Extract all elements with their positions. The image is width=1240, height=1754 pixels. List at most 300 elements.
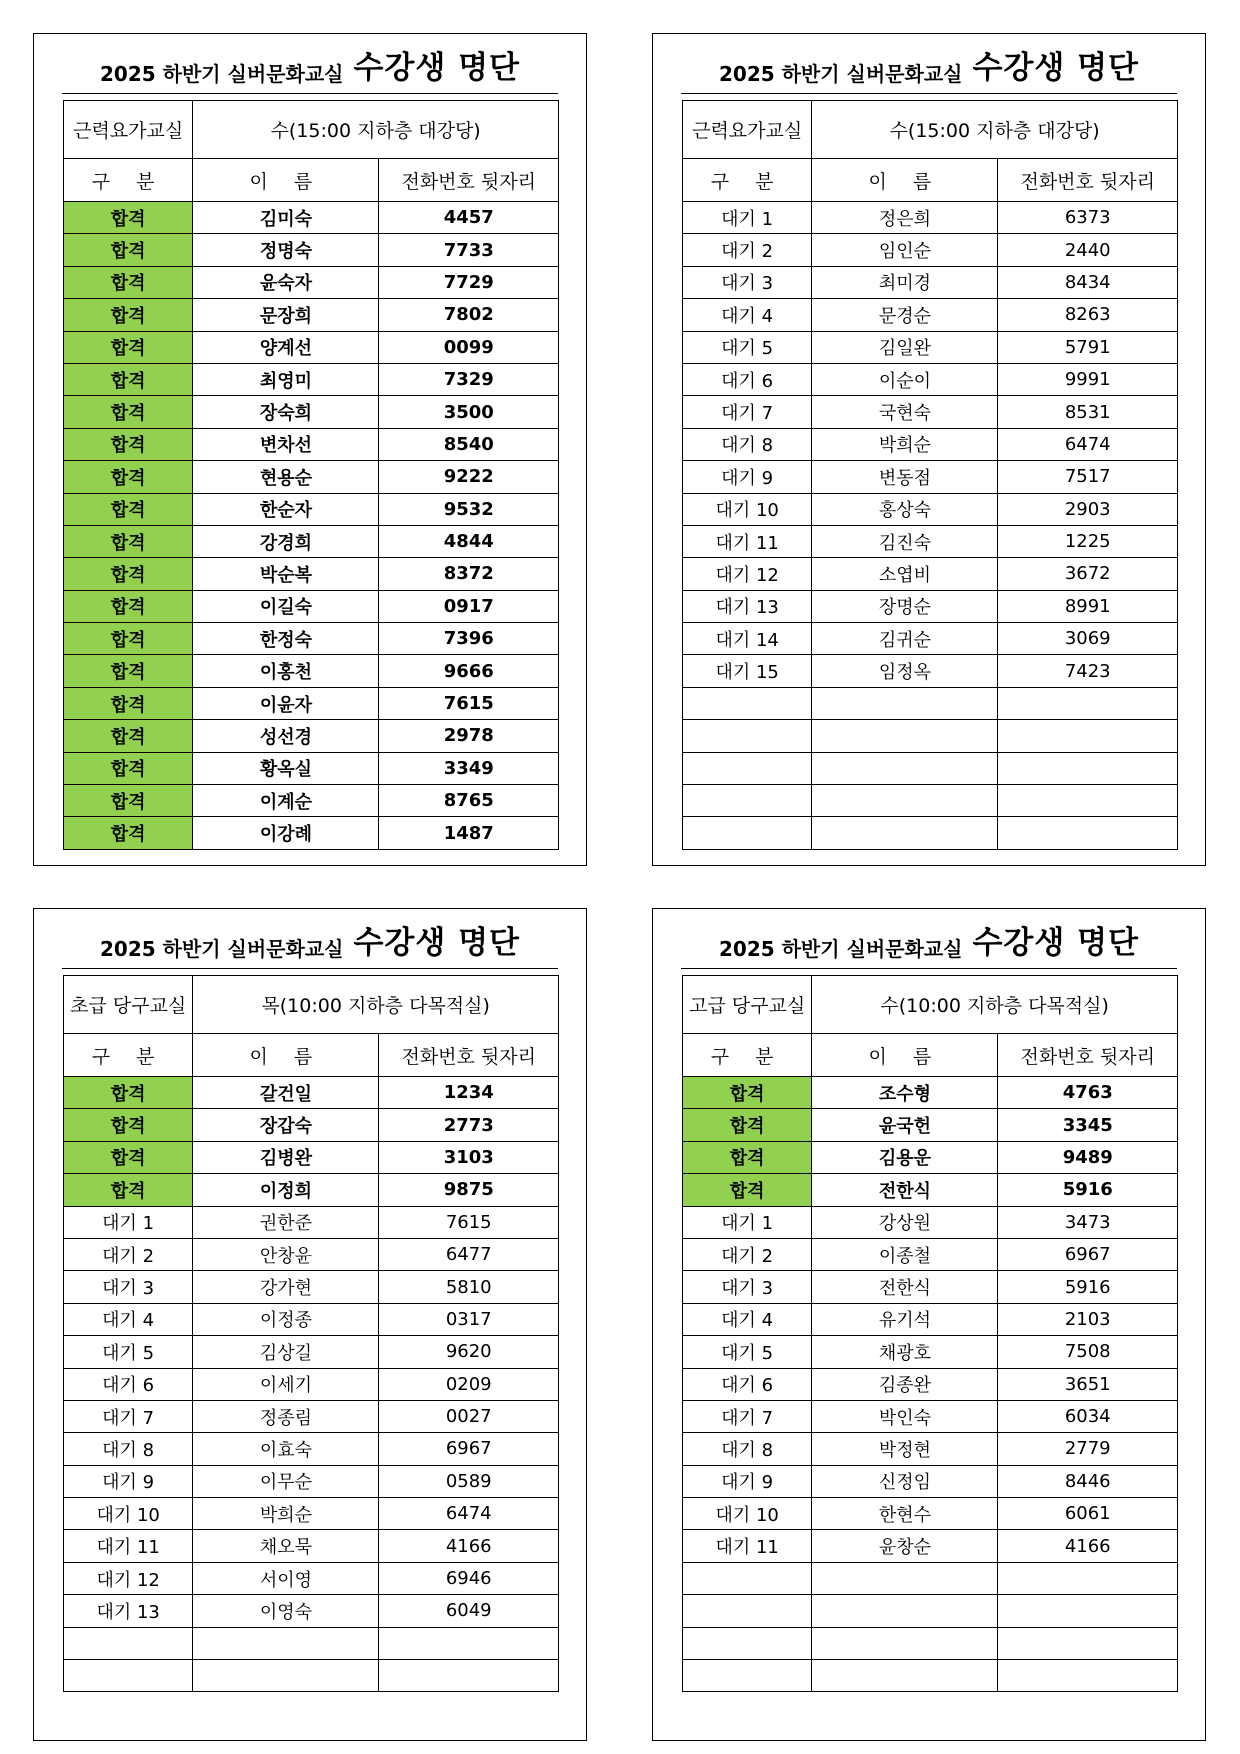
table-row [64, 1627, 559, 1659]
status-cell: 합격 [64, 234, 193, 266]
name-cell [812, 752, 998, 784]
table-row [64, 623, 559, 655]
name-cell [812, 687, 998, 719]
status-cell: 합격 [683, 1077, 812, 1109]
status-cell: 합격 [64, 558, 193, 590]
status-cell: 대기 4 [683, 299, 812, 331]
status-cell: 합격 [683, 1109, 812, 1141]
status-cell: 대기 1 [64, 1206, 193, 1238]
table-row [683, 428, 1178, 460]
table-row [683, 331, 1178, 363]
table-row [683, 1238, 1178, 1270]
name-cell [193, 1627, 379, 1659]
phone-cell: 3672 [998, 558, 1178, 590]
table-row [64, 1400, 559, 1432]
name-cell: 이정희 [193, 1174, 379, 1206]
class-name: 고급 당구교실 [683, 976, 812, 1034]
name-cell: 윤국헌 [812, 1109, 998, 1141]
name-cell: 김미숙 [193, 202, 379, 234]
title-main: 수강생 명단 [972, 925, 1139, 961]
status-cell: 합격 [683, 1141, 812, 1173]
table-row [64, 1660, 559, 1692]
status-cell: 대기 9 [683, 461, 812, 493]
header-row [64, 1034, 559, 1077]
name-cell: 박정현 [812, 1433, 998, 1465]
phone-cell: 5916 [998, 1271, 1178, 1303]
status-cell: 대기 12 [64, 1562, 193, 1594]
table-row [683, 558, 1178, 590]
header-category: 구 분 [683, 1034, 812, 1077]
status-cell: 합격 [64, 299, 193, 331]
name-cell: 김종완 [812, 1368, 998, 1400]
status-cell: 합격 [64, 331, 193, 363]
name-cell: 전한식 [812, 1271, 998, 1303]
phone-cell: 6967 [379, 1433, 559, 1465]
header-category: 구 분 [64, 159, 193, 202]
header-row [683, 1034, 1178, 1077]
title-program: 2025 하반기 실버문화교실 [99, 62, 344, 86]
table-row [64, 590, 559, 622]
status-cell: 대기 8 [64, 1433, 193, 1465]
status-cell: 합격 [64, 1174, 193, 1206]
name-cell: 정은희 [812, 202, 998, 234]
name-cell: 임정옥 [812, 655, 998, 687]
name-cell: 안창윤 [193, 1238, 379, 1270]
status-cell: 합격 [64, 720, 193, 752]
phone-cell: 7329 [379, 363, 559, 395]
table-row [64, 1595, 559, 1627]
name-cell: 갈건일 [193, 1077, 379, 1109]
status-cell: 대기 2 [683, 1238, 812, 1270]
status-cell: 합격 [64, 202, 193, 234]
table-row [683, 1498, 1178, 1530]
table-row [64, 525, 559, 557]
status-cell: 대기 9 [64, 1465, 193, 1497]
table-row [683, 202, 1178, 234]
status-cell: 대기 3 [64, 1271, 193, 1303]
table-row [683, 1530, 1178, 1562]
status-cell [683, 752, 812, 784]
name-cell [812, 1627, 998, 1659]
status-cell: 합격 [683, 1174, 812, 1206]
phone-cell: 9620 [379, 1336, 559, 1368]
name-cell: 윤창순 [812, 1530, 998, 1562]
phone-cell: 3345 [998, 1109, 1178, 1141]
name-cell: 채오묵 [193, 1530, 379, 1562]
phone-cell: 7517 [998, 461, 1178, 493]
table-row [64, 1174, 559, 1206]
status-cell [683, 1627, 812, 1659]
phone-cell: 2103 [998, 1303, 1178, 1335]
name-cell [812, 817, 998, 849]
table-row [683, 687, 1178, 719]
status-cell: 합격 [64, 266, 193, 298]
name-cell: 이계순 [193, 785, 379, 817]
class-name: 초급 당구교실 [64, 976, 193, 1034]
table-row [683, 623, 1178, 655]
phone-cell: 9489 [998, 1141, 1178, 1173]
table-row [683, 461, 1178, 493]
table-row [64, 1206, 559, 1238]
table-row [683, 1627, 1178, 1659]
phone-cell [998, 817, 1178, 849]
name-cell: 임인순 [812, 234, 998, 266]
status-cell: 합격 [64, 817, 193, 849]
phone-cell: 8263 [998, 299, 1178, 331]
name-cell: 강가현 [193, 1271, 379, 1303]
name-cell [812, 785, 998, 817]
status-cell: 대기 4 [683, 1303, 812, 1335]
phone-cell: 9666 [379, 655, 559, 687]
phone-cell: 9875 [379, 1174, 559, 1206]
phone-cell: 3500 [379, 396, 559, 428]
table-row [64, 1498, 559, 1530]
table-row [683, 1174, 1178, 1206]
table-row [64, 1141, 559, 1173]
name-cell: 이무순 [193, 1465, 379, 1497]
phone-cell: 3651 [998, 1368, 1178, 1400]
status-cell: 대기 11 [64, 1530, 193, 1562]
table-row [64, 396, 559, 428]
status-cell: 대기 15 [683, 655, 812, 687]
class-info-row [683, 976, 1178, 1034]
roster-table [63, 975, 559, 1692]
table-row [64, 1465, 559, 1497]
class-schedule: 목(10:00 지하층 다목적실) [193, 976, 559, 1034]
roster-table [63, 100, 559, 850]
phone-cell: 2903 [998, 493, 1178, 525]
table-row [64, 558, 559, 590]
phone-cell: 9532 [379, 493, 559, 525]
class-info-row [64, 976, 559, 1034]
phone-cell [998, 720, 1178, 752]
phone-cell: 0317 [379, 1303, 559, 1335]
table-row [64, 687, 559, 719]
status-cell: 대기 7 [683, 1400, 812, 1432]
roster-panel-3 [33, 908, 587, 1741]
name-cell: 박희순 [193, 1498, 379, 1530]
phone-cell: 4844 [379, 525, 559, 557]
status-cell: 대기 5 [683, 1336, 812, 1368]
table-row [683, 1562, 1178, 1594]
phone-cell: 7396 [379, 623, 559, 655]
status-cell: 대기 13 [64, 1595, 193, 1627]
name-cell: 장명순 [812, 590, 998, 622]
name-cell: 김상길 [193, 1336, 379, 1368]
phone-cell: 6034 [998, 1400, 1178, 1432]
status-cell: 대기 5 [683, 331, 812, 363]
status-cell: 합격 [64, 655, 193, 687]
table-row [683, 234, 1178, 266]
phone-cell: 1225 [998, 525, 1178, 557]
table-row [64, 1530, 559, 1562]
phone-cell: 0209 [379, 1368, 559, 1400]
phone-cell: 8434 [998, 266, 1178, 298]
table-row [64, 817, 559, 849]
phone-cell [379, 1660, 559, 1692]
roster-panel-1 [33, 33, 587, 866]
name-cell: 이길숙 [193, 590, 379, 622]
phone-cell: 6061 [998, 1498, 1178, 1530]
panel-title [62, 40, 558, 94]
table-row [683, 752, 1178, 784]
table-row [683, 396, 1178, 428]
name-cell: 이강례 [193, 817, 379, 849]
name-cell [193, 1660, 379, 1692]
table-row [64, 1109, 559, 1141]
table-row [64, 1077, 559, 1109]
table-row [683, 493, 1178, 525]
table-row [683, 266, 1178, 298]
roster-table [682, 975, 1178, 1692]
name-cell: 서이영 [193, 1562, 379, 1594]
status-cell: 대기 6 [683, 1368, 812, 1400]
name-cell: 김병완 [193, 1141, 379, 1173]
phone-cell [998, 1595, 1178, 1627]
table-row [683, 299, 1178, 331]
table-row [683, 1303, 1178, 1335]
name-cell: 김용운 [812, 1141, 998, 1173]
phone-cell: 4457 [379, 202, 559, 234]
phone-cell [998, 1562, 1178, 1594]
name-cell: 한정숙 [193, 623, 379, 655]
table-row [683, 525, 1178, 557]
roster-table [682, 100, 1178, 850]
phone-cell [998, 752, 1178, 784]
status-cell: 대기 7 [683, 396, 812, 428]
status-cell: 합격 [64, 493, 193, 525]
phone-cell: 6477 [379, 1238, 559, 1270]
header-phone: 전화번호 뒷자리 [379, 159, 559, 202]
name-cell: 김귀순 [812, 623, 998, 655]
status-cell: 대기 6 [683, 363, 812, 395]
phone-cell: 6049 [379, 1595, 559, 1627]
table-row [683, 1433, 1178, 1465]
phone-cell: 1487 [379, 817, 559, 849]
status-cell: 대기 10 [683, 493, 812, 525]
name-cell: 이홍천 [193, 655, 379, 687]
header-row [64, 159, 559, 202]
status-cell: 합격 [64, 785, 193, 817]
table-row [683, 1271, 1178, 1303]
panel-title [681, 40, 1177, 94]
name-cell: 한현수 [812, 1498, 998, 1530]
status-cell: 합격 [64, 1141, 193, 1173]
phone-cell [379, 1627, 559, 1659]
status-cell: 합격 [64, 363, 193, 395]
phone-cell: 9991 [998, 363, 1178, 395]
class-schedule: 수(15:00 지하층 대강당) [812, 101, 1178, 159]
name-cell: 윤숙자 [193, 266, 379, 298]
status-cell: 합격 [64, 687, 193, 719]
phone-cell: 3103 [379, 1141, 559, 1173]
header-category: 구 분 [64, 1034, 193, 1077]
table-row [64, 1238, 559, 1270]
status-cell [683, 1562, 812, 1594]
status-cell: 합격 [64, 752, 193, 784]
status-cell [683, 817, 812, 849]
status-cell: 합격 [64, 623, 193, 655]
name-cell: 정명숙 [193, 234, 379, 266]
table-row [683, 1109, 1178, 1141]
table-row [683, 1400, 1178, 1432]
name-cell: 김일완 [812, 331, 998, 363]
phone-cell: 0589 [379, 1465, 559, 1497]
title-main: 수강생 명단 [353, 925, 520, 961]
name-cell: 유기석 [812, 1303, 998, 1335]
name-cell: 이세기 [193, 1368, 379, 1400]
table-row [683, 1595, 1178, 1627]
phone-cell: 6474 [379, 1498, 559, 1530]
status-cell: 합격 [64, 590, 193, 622]
table-row [64, 202, 559, 234]
name-cell: 최미경 [812, 266, 998, 298]
name-cell: 양계선 [193, 331, 379, 363]
table-row [64, 493, 559, 525]
table-row [64, 1562, 559, 1594]
status-cell: 대기 2 [683, 234, 812, 266]
title-program: 2025 하반기 실버문화교실 [718, 937, 963, 961]
name-cell: 장갑숙 [193, 1109, 379, 1141]
status-cell [683, 1660, 812, 1692]
table-row [64, 266, 559, 298]
phone-cell: 9222 [379, 461, 559, 493]
name-cell: 이영숙 [193, 1595, 379, 1627]
status-cell: 대기 10 [683, 1498, 812, 1530]
name-cell: 변동점 [812, 461, 998, 493]
status-cell: 대기 8 [683, 428, 812, 460]
status-cell: 합격 [64, 525, 193, 557]
status-cell: 합격 [64, 1109, 193, 1141]
status-cell: 대기 7 [64, 1400, 193, 1432]
name-cell: 조수형 [812, 1077, 998, 1109]
status-cell: 대기 14 [683, 623, 812, 655]
phone-cell: 4763 [998, 1077, 1178, 1109]
roster-panel-2 [652, 33, 1206, 866]
name-cell: 소엽비 [812, 558, 998, 590]
status-cell: 대기 11 [683, 1530, 812, 1562]
status-cell: 대기 10 [64, 1498, 193, 1530]
table-row [64, 299, 559, 331]
name-cell [812, 720, 998, 752]
phone-cell: 8446 [998, 1465, 1178, 1497]
header-row [683, 159, 1178, 202]
status-cell [64, 1627, 193, 1659]
name-cell: 강경희 [193, 525, 379, 557]
name-cell: 박순복 [193, 558, 379, 590]
phone-cell: 2978 [379, 720, 559, 752]
phone-cell: 5791 [998, 331, 1178, 363]
status-cell [683, 785, 812, 817]
name-cell: 문장희 [193, 299, 379, 331]
table-row [64, 461, 559, 493]
class-name: 근력요가교실 [683, 101, 812, 159]
phone-cell: 0027 [379, 1400, 559, 1432]
name-cell: 장숙희 [193, 396, 379, 428]
phone-cell: 4166 [379, 1530, 559, 1562]
name-cell: 강상원 [812, 1206, 998, 1238]
phone-cell: 7729 [379, 266, 559, 298]
phone-cell [998, 1627, 1178, 1659]
phone-cell: 7508 [998, 1336, 1178, 1368]
table-row [64, 1433, 559, 1465]
header-name: 이 름 [812, 159, 998, 202]
phone-cell: 0099 [379, 331, 559, 363]
header-phone: 전화번호 뒷자리 [998, 159, 1178, 202]
header-phone: 전화번호 뒷자리 [998, 1034, 1178, 1077]
status-cell: 합격 [64, 461, 193, 493]
name-cell: 신정임 [812, 1465, 998, 1497]
name-cell: 변차선 [193, 428, 379, 460]
table-row [64, 1303, 559, 1335]
name-cell: 이효숙 [193, 1433, 379, 1465]
name-cell: 한순자 [193, 493, 379, 525]
phone-cell: 6946 [379, 1562, 559, 1594]
phone-cell: 3473 [998, 1206, 1178, 1238]
name-cell [812, 1595, 998, 1627]
status-cell: 대기 1 [683, 1206, 812, 1238]
table-row [64, 1271, 559, 1303]
name-cell [812, 1660, 998, 1692]
phone-cell: 5810 [379, 1271, 559, 1303]
header-phone: 전화번호 뒷자리 [379, 1034, 559, 1077]
status-cell: 대기 6 [64, 1368, 193, 1400]
name-cell: 황옥실 [193, 752, 379, 784]
name-cell: 이윤자 [193, 687, 379, 719]
class-info-row [683, 101, 1178, 159]
phone-cell: 8765 [379, 785, 559, 817]
status-cell: 대기 3 [683, 266, 812, 298]
status-cell: 합격 [64, 396, 193, 428]
table-row [683, 785, 1178, 817]
table-row [683, 655, 1178, 687]
panel-title [62, 915, 558, 969]
name-cell: 문경순 [812, 299, 998, 331]
name-cell: 성선경 [193, 720, 379, 752]
phone-cell: 2440 [998, 234, 1178, 266]
title-program: 2025 하반기 실버문화교실 [99, 937, 344, 961]
phone-cell: 8540 [379, 428, 559, 460]
phone-cell [998, 785, 1178, 817]
phone-cell: 8531 [998, 396, 1178, 428]
name-cell: 최영미 [193, 363, 379, 395]
table-row [683, 590, 1178, 622]
name-cell [812, 1562, 998, 1594]
phone-cell: 6474 [998, 428, 1178, 460]
name-cell: 이정종 [193, 1303, 379, 1335]
table-row [683, 1336, 1178, 1368]
table-row [64, 720, 559, 752]
phone-cell: 1234 [379, 1077, 559, 1109]
status-cell: 합격 [64, 1077, 193, 1109]
phone-cell: 7733 [379, 234, 559, 266]
name-cell: 홍상숙 [812, 493, 998, 525]
name-cell: 이순이 [812, 363, 998, 395]
name-cell: 김진숙 [812, 525, 998, 557]
name-cell: 전한식 [812, 1174, 998, 1206]
status-cell [683, 687, 812, 719]
status-cell [683, 720, 812, 752]
phone-cell: 8991 [998, 590, 1178, 622]
status-cell: 대기 4 [64, 1303, 193, 1335]
phone-cell: 3349 [379, 752, 559, 784]
phone-cell: 7423 [998, 655, 1178, 687]
table-row [683, 817, 1178, 849]
table-row [64, 428, 559, 460]
name-cell: 이종철 [812, 1238, 998, 1270]
phone-cell: 6967 [998, 1238, 1178, 1270]
table-row [64, 1336, 559, 1368]
